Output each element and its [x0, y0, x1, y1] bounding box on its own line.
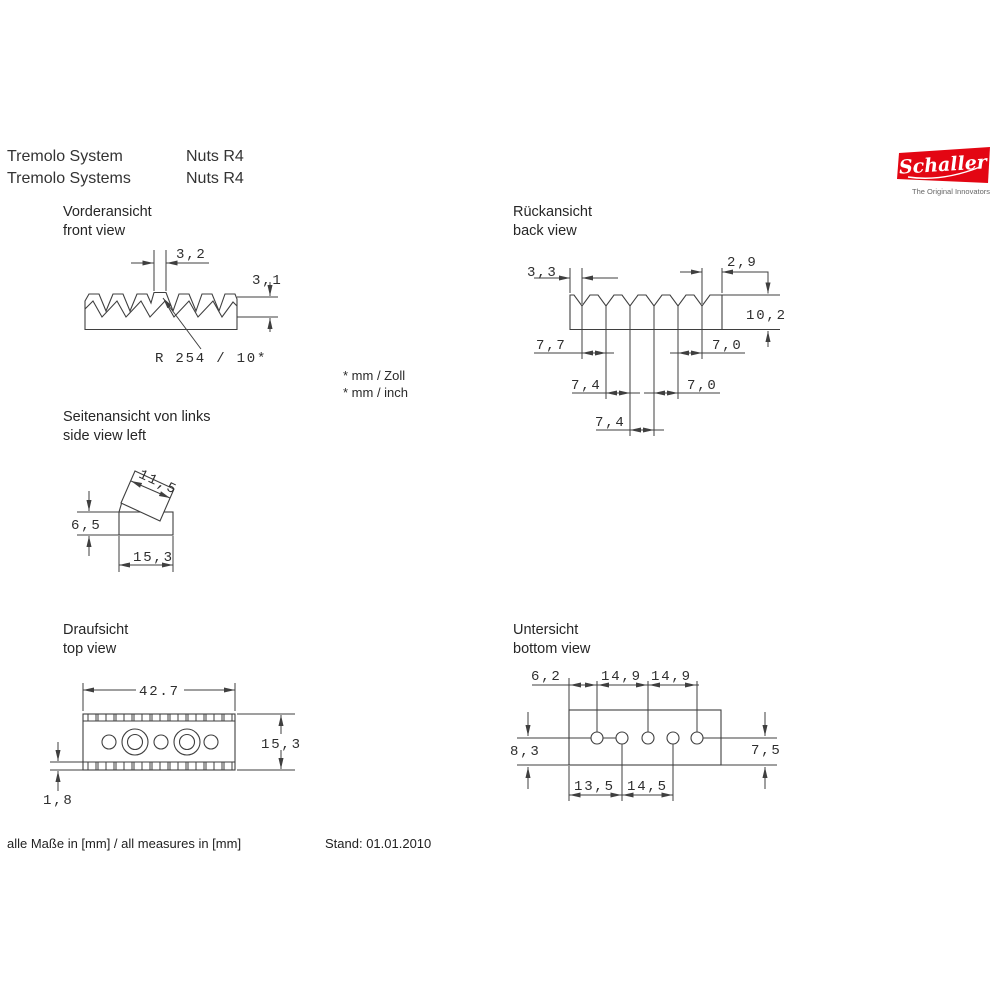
back-view-label-de: Rückansicht [513, 204, 592, 220]
model-en: Nuts R4 [186, 170, 244, 187]
dim-back-end-offset: 2,9 [727, 255, 758, 271]
dim-top-depth: 15,3 [261, 737, 302, 753]
top-serration-ticks [88, 714, 232, 721]
dim-back-height: 10,2 [746, 308, 787, 324]
back-view-label [513, 203, 592, 240]
dim-back-spacing-3: 7,4 [595, 415, 626, 431]
dim-back-edge-offset: 3,3 [527, 265, 558, 281]
dim-back-spacing-2: 7,4 [571, 378, 602, 394]
dim-side-height: 6,5 [71, 518, 102, 534]
units-note-de: * mm / Zoll [343, 368, 406, 383]
top-view-drawing [30, 670, 320, 815]
top-view-label-en: top view [63, 640, 117, 657]
dim-top-width: 42.7 [139, 684, 180, 700]
bottom-view-drawing [490, 655, 810, 815]
logo-tagline: The Original Innovators [912, 187, 990, 196]
front-view-drawing [40, 235, 300, 380]
side-view-label [63, 408, 211, 445]
schaller-logo-graphic [880, 140, 996, 202]
footer-revision-date: Stand: 01.01.2010 [325, 836, 432, 851]
dim-front-slot-pitch: 3,2 [176, 247, 207, 263]
dim-back-spacing-5: 7,0 [712, 338, 743, 354]
dim-bottom-front-offset: 8,3 [510, 744, 541, 760]
front-view-part [85, 293, 237, 330]
top-view-dimensions [43, 683, 302, 809]
top-view-label [63, 621, 128, 658]
back-view-label-en: back view [513, 222, 577, 239]
back-view-drawing [500, 240, 810, 445]
front-view-label-en: front view [63, 222, 126, 239]
product-line-de: Tremolo System [7, 148, 123, 165]
units-note [343, 367, 408, 401]
dim-bottom-hole-pitch-2: 14,9 [651, 669, 692, 685]
dim-bottom-slot-pitch-2: 14,5 [627, 779, 668, 795]
product-line-en: Tremolo Systems [7, 170, 131, 187]
top-view-part [83, 714, 235, 770]
dim-front-radius: R 254 / 10* [155, 351, 268, 367]
header-model [186, 146, 244, 190]
front-view-label-de: Vorderansicht [63, 204, 152, 220]
dim-side-top-width: 11,5 [135, 467, 180, 499]
side-view-label-de: Seitenansicht von links [63, 409, 211, 425]
back-view-part [570, 295, 722, 330]
top-view-label-de: Draufsicht [63, 622, 129, 638]
model-de: Nuts R4 [186, 148, 244, 165]
side-view-label-en: side view left [63, 427, 147, 444]
bottom-view-dimensions [510, 669, 782, 801]
bottom-view-label-de: Untersicht [513, 622, 579, 638]
bottom-view-label [513, 621, 590, 658]
bottom-view-label-en: bottom view [513, 640, 591, 657]
logo-brand-text: Schaller [898, 151, 988, 179]
bottom-view-part [569, 710, 721, 765]
header-product-line [7, 146, 131, 190]
units-note-en: * mm / inch [343, 385, 409, 400]
dim-side-depth: 15,3 [133, 550, 174, 566]
dim-back-spacing-4: 7,0 [687, 378, 718, 394]
side-view-drawing [40, 450, 270, 585]
dim-bottom-hole-pitch-1: 14,9 [601, 669, 642, 685]
dim-bottom-back-offset: 7,5 [751, 743, 782, 759]
side-view-dimensions [71, 467, 180, 572]
top-serration-ticks-2 [88, 762, 232, 770]
dim-front-slot-depth: 3,1 [252, 273, 283, 289]
dim-bottom-slot-pitch-1: 13,5 [574, 779, 615, 795]
schaller-logo [880, 140, 996, 202]
dim-bottom-hole-offset: 6,2 [531, 669, 562, 685]
back-view-dimensions [527, 255, 787, 436]
dim-top-lip: 1,8 [43, 793, 74, 809]
footer-units-note: alle Maße in [mm] / all measures in [mm] [7, 836, 242, 851]
dim-back-spacing-1: 7,7 [536, 338, 567, 354]
